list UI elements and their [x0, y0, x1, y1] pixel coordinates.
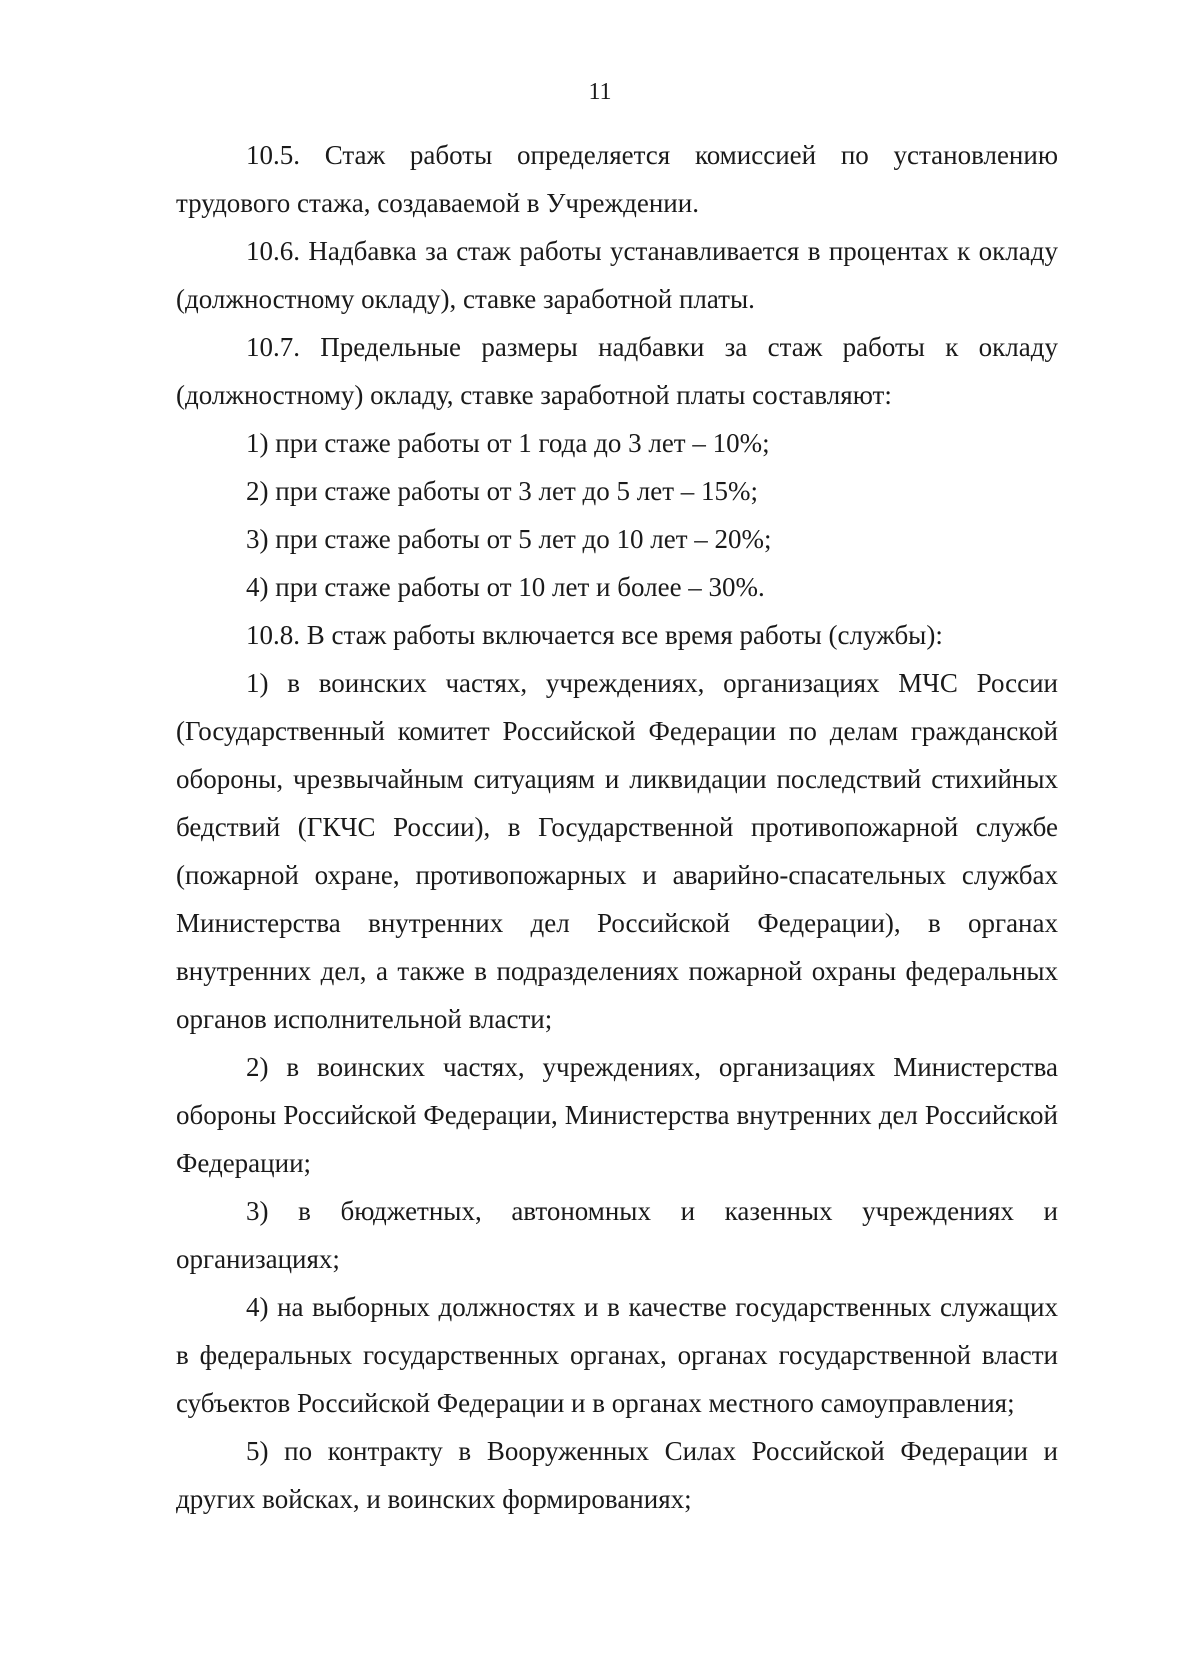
list-item-10-7-2: 2) при стаже работы от 3 лет до 5 лет – 15%;: [246, 476, 759, 506]
list-item-10-8-1: 1) в воинских частях, учреждениях, организациях МЧС России (Государственный комитет Российской Федерации по делам гражданской обороны, чрезвычайным ситуациям и ликвидации последствий стихийных бедствий (ГКЧС России), в Государственной противопожарной службе (пожарной охране, противопожарных и аварийно-спасательных службах Министерства внутренних дел Российской Федерации), в органах внутренних дел, а также в подразделениях пожарной охраны федеральных органов исполнительной власти;: [176, 668, 1058, 1034]
page-number: 11: [588, 79, 612, 105]
list-item-10-8-3: 3) в бюджетных, автономных и казенных учреждениях и организациях;: [176, 1196, 1058, 1274]
document-body: [176, 131, 1058, 1523]
list-item-10-8-2: 2) в воинских частях, учреждениях, организациях Министерства обороны Российской Федерации, Министерства внутренних дел Российской Федерации;: [176, 1052, 1058, 1178]
paragraph-10-8: 10.8. В стаж работы включается все время работы (службы):: [246, 620, 943, 650]
list-item-10-8-4: 4) на выборных должностях и в качестве государственных служащих в федеральных государственных органах, органах государственной власти субъектов Российской Федерации и в органах местного самоуправления;: [176, 1292, 1058, 1418]
list-item-10-8-5: 5) по контракту в Вооруженных Силах Российской Федерации и других войсках, и воинских формированиях;: [176, 1436, 1058, 1514]
list-item-10-7-4: 4) при стаже работы от 10 лет и более – 30%.: [246, 572, 765, 602]
paragraph-10-6: 10.6. Надбавка за стаж работы устанавливается в процентах к окладу (должностному окладу), ставке заработной платы.: [176, 236, 1058, 314]
list-item-10-7-1: 1) при стаже работы от 1 года до 3 лет – 10%;: [246, 428, 770, 458]
paragraph-10-7: 10.7. Предельные размеры надбавки за стаж работы к окладу (должностному) окладу, ставке заработной платы составляют:: [176, 332, 1058, 410]
list-item-10-7-3: 3) при стаже работы от 5 лет до 10 лет – 20%;: [246, 524, 772, 554]
paragraph-10-5: 10.5. Стаж работы определяется комиссией по установлению трудового стажа, создаваемой в Учреждении.: [176, 140, 1058, 218]
